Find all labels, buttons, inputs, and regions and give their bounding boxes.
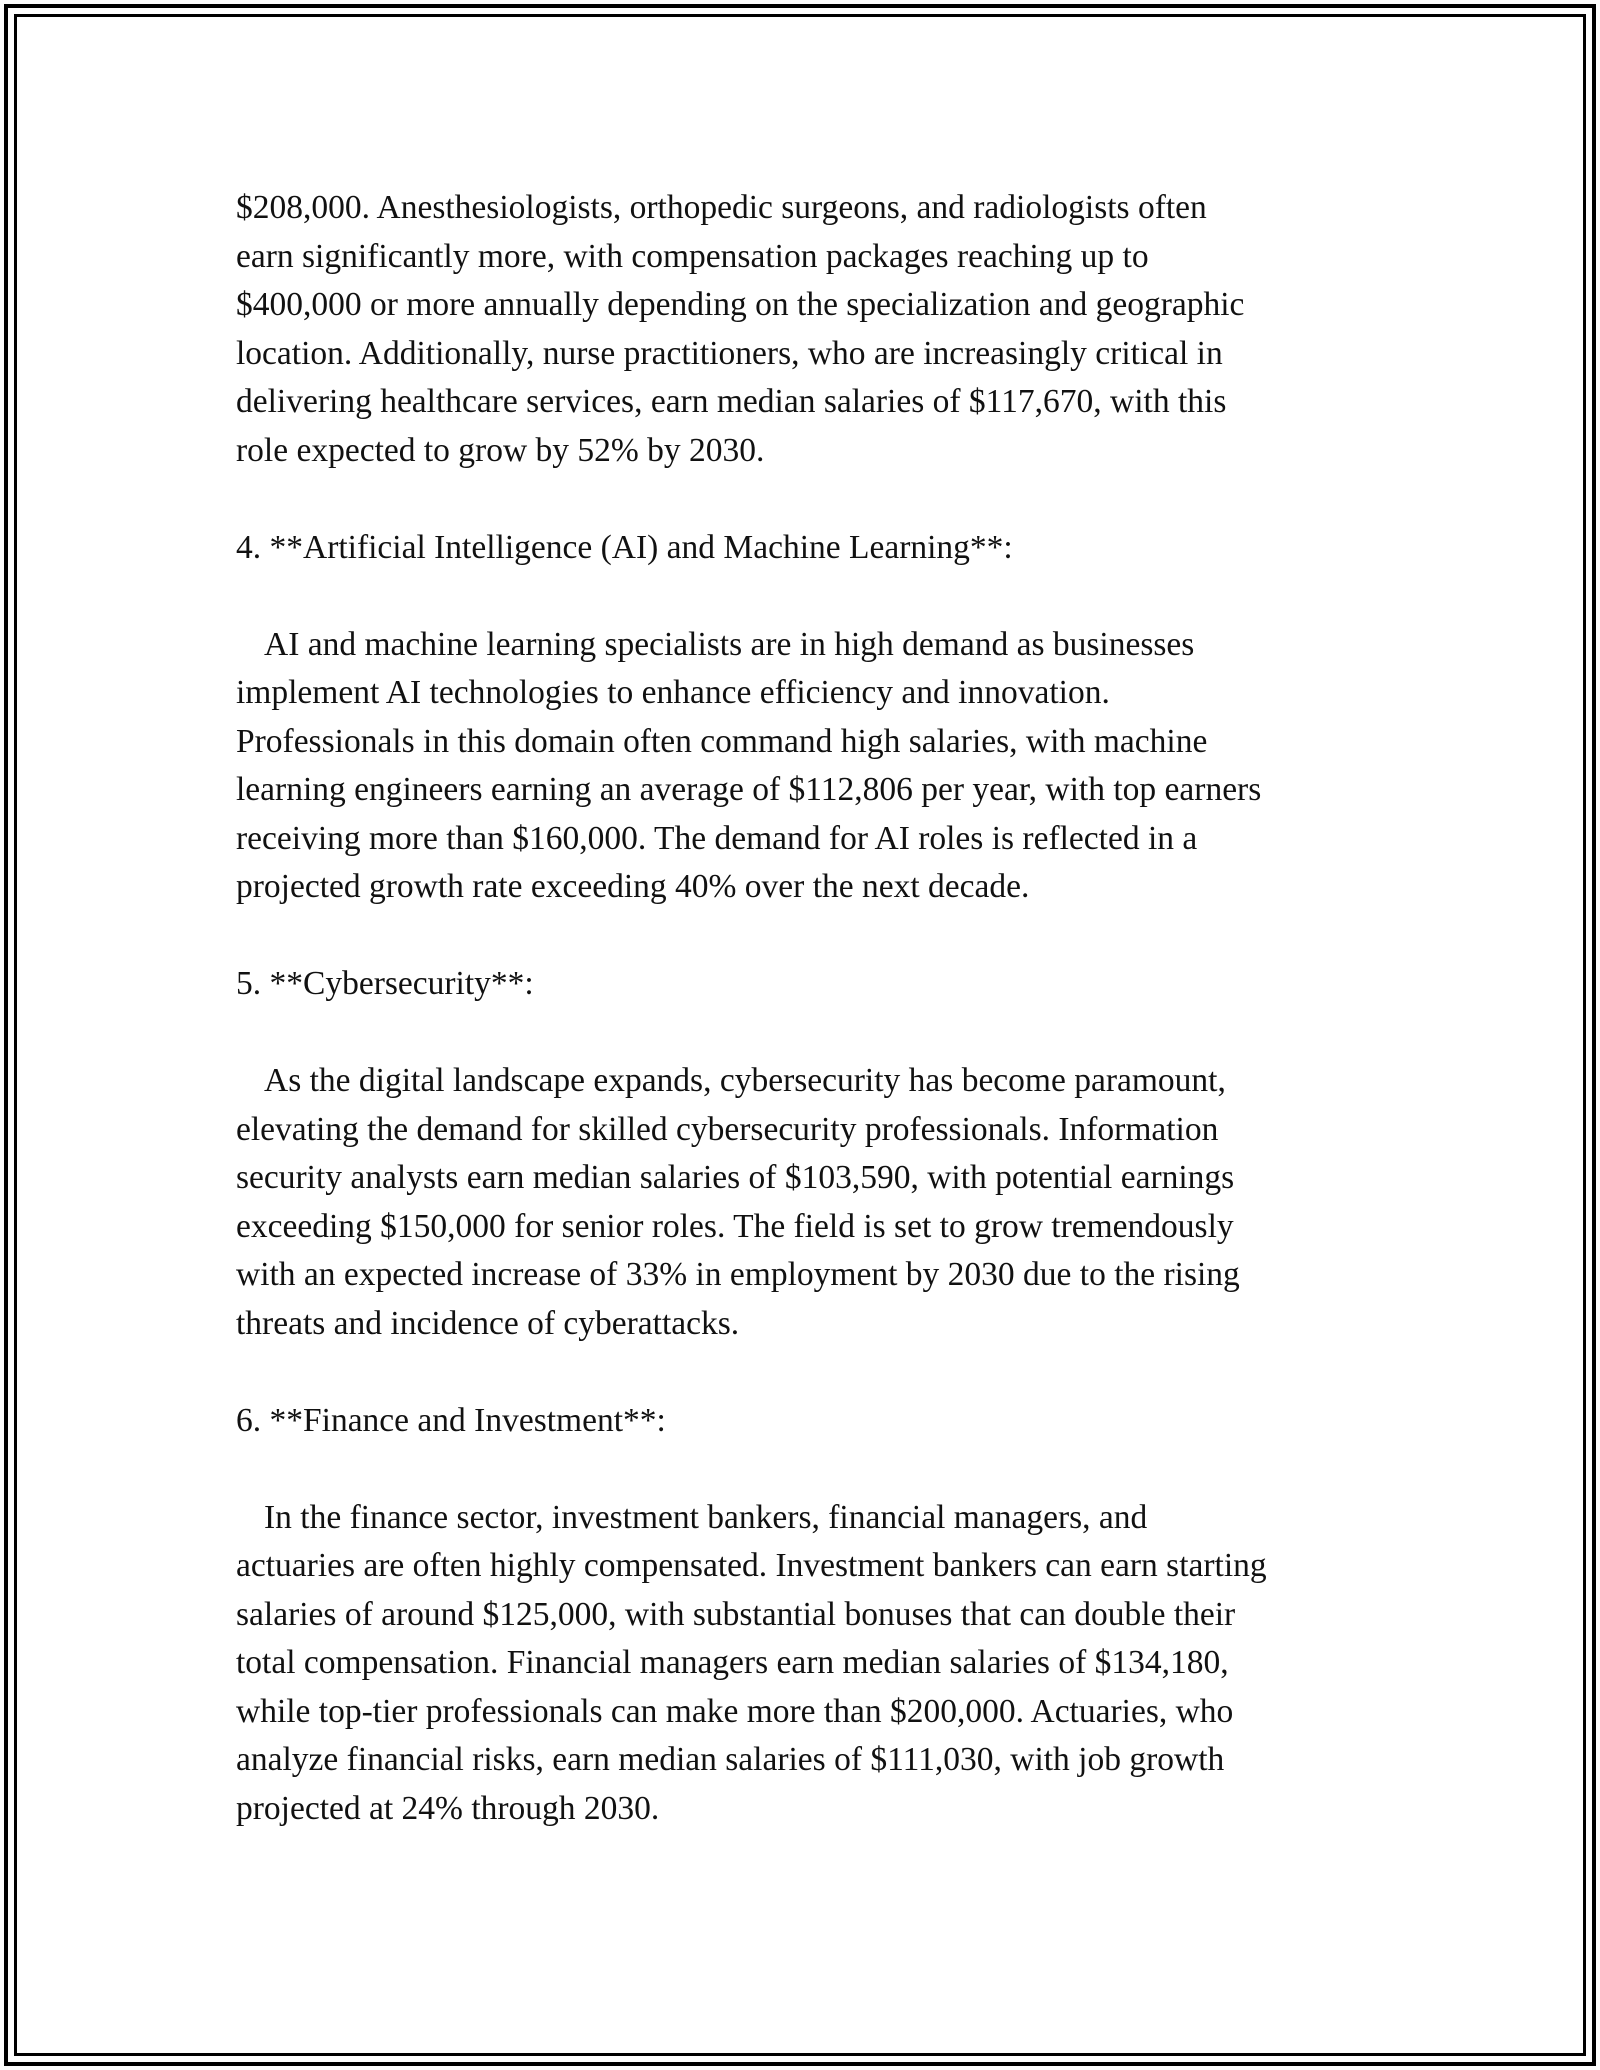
blank-line — [236, 572, 1396, 621]
blank-line — [236, 1348, 1396, 1397]
text-line: total compensation. Financial managers earn median salaries of $134,180, — [236, 1644, 1229, 1681]
blank-line — [236, 1445, 1396, 1494]
paragraph-ai-ml — [236, 621, 1396, 912]
text-line: threats and incidence of cyberattacks. — [236, 1304, 740, 1342]
paragraph-finance — [236, 1494, 1396, 1834]
text-line: AI and machine learning specialists are in high demand as businesses — [264, 625, 1195, 663]
heading-text: 6. **Finance and Investment**: — [236, 1401, 666, 1439]
text-line: while top-tier professionals can make more than $200,000. Actuaries, who — [236, 1692, 1234, 1730]
text-line: receiving more than $160,000. The demand for AI roles is reflected in a — [236, 819, 1198, 857]
text-line: security analysts earn median salaries of $103,590, with potential earnings — [236, 1159, 1235, 1196]
text-line: $208,000. Anesthesiologists, orthopedic surgeons, and radiologists often — [236, 189, 1207, 226]
text-line: implement AI technologies to enhance efficiency and innovation. — [236, 674, 1110, 711]
text-line: Professionals in this domain often command high salaries, with machine — [236, 722, 1208, 760]
heading-text: 4. **Artificial Intelligence (AI) and Machine Learning**: — [236, 528, 1013, 566]
heading-text: 5. **Cybersecurity**: — [236, 965, 534, 1002]
text-line: As the digital landscape expands, cybersecurity has become paramount, — [264, 1062, 1226, 1099]
text-line: elevating the demand for skilled cybersecurity professionals. Information — [236, 1110, 1219, 1148]
blank-line — [236, 912, 1396, 961]
text-line: salaries of around $125,000, with substantial bonuses that can double their — [236, 1595, 1236, 1633]
section-heading-ai-ml — [236, 524, 1396, 573]
text-line: $400,000 or more annually depending on the specialization and geographic — [236, 286, 1245, 323]
blank-line — [236, 1009, 1396, 1058]
paragraph-healthcare-continuation — [236, 184, 1396, 475]
text-line: In the finance sector, investment bankers, financial managers, and — [264, 1498, 1148, 1536]
text-line: exceeding $150,000 for senior roles. The field is set to grow tremendously — [236, 1207, 1234, 1245]
text-line: role expected to grow by 52% by 2030. — [236, 431, 765, 469]
section-heading-cybersecurity — [236, 960, 1396, 1009]
document-body — [236, 184, 1396, 1833]
text-line: delivering healthcare services, earn median salaries of $117,670, with this — [236, 383, 1227, 420]
text-line: projected at 24% through 2030. — [236, 1789, 660, 1827]
text-line: projected growth rate exceeding 40% over the next decade. — [236, 868, 1030, 905]
text-line: actuaries are often highly compensated. Investment bankers can earn starting — [236, 1547, 1267, 1584]
text-line: with an expected increase of 33% in employment by 2030 due to the rising — [236, 1256, 1240, 1293]
text-line: learning engineers earning an average of $112,806 per year, with top earners — [236, 771, 1262, 808]
section-heading-finance — [236, 1397, 1396, 1446]
text-line: earn significantly more, with compensation packages reaching up to — [236, 237, 1149, 275]
text-line: location. Additionally, nurse practitioners, who are increasingly critical in — [236, 334, 1223, 372]
paragraph-cybersecurity — [236, 1057, 1396, 1348]
blank-line — [236, 475, 1396, 524]
text-line: analyze financial risks, earn median salaries of $111,030, with job growth — [236, 1741, 1225, 1778]
